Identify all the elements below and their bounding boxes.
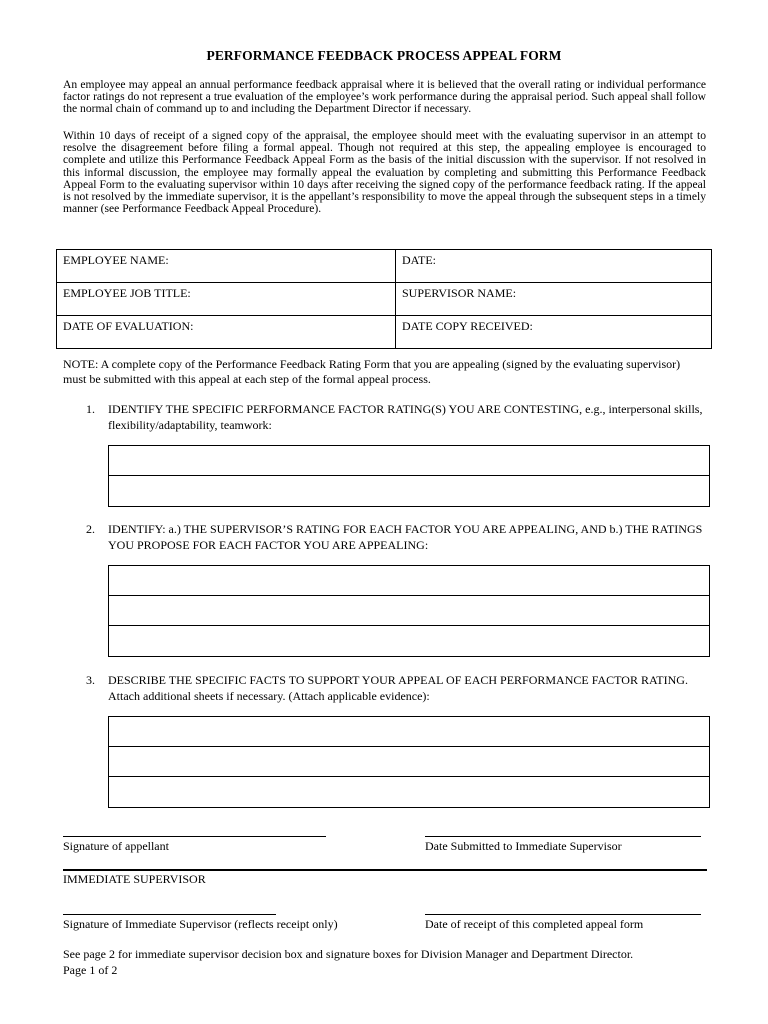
table-row xyxy=(57,316,712,349)
date-copy-received-field[interactable]: DATE COPY RECEIVED: xyxy=(396,316,712,349)
answer-box-3 xyxy=(108,716,710,808)
answer-box-1 xyxy=(108,445,710,507)
answer-box-2 xyxy=(108,565,710,657)
answer-line[interactable] xyxy=(109,777,709,807)
answer-line[interactable] xyxy=(109,446,709,476)
immediate-supervisor-heading: IMMEDIATE SUPERVISOR xyxy=(63,872,206,886)
answer-line[interactable] xyxy=(109,626,709,656)
answer-line[interactable] xyxy=(109,476,709,506)
submission-note: NOTE: A complete copy of the Performance Feedback Rating Form that you are appealing (signed by the evaluating supervisor) must be submitted with this appeal at each step of the formal appeal process. xyxy=(63,357,681,386)
answer-line[interactable] xyxy=(109,717,709,747)
date-of-receipt-line[interactable] xyxy=(425,914,701,915)
answer-line[interactable] xyxy=(109,566,709,596)
section-divider xyxy=(63,869,707,871)
supervisor-signature-line[interactable] xyxy=(63,914,276,915)
employee-job-title-field[interactable]: EMPLOYEE JOB TITLE: xyxy=(57,283,396,316)
table-row xyxy=(57,283,712,316)
form-title: PERFORMANCE FEEDBACK PROCESS APPEAL FORM xyxy=(206,48,562,63)
question-number: 2. xyxy=(86,522,95,536)
employee-info-table xyxy=(56,249,712,349)
procedure-paragraph: Within 10 days of receipt of a signed copy of the appraisal, the employee should meet with the evaluating supervisor in an attempt to resolve the disagreement before filing a formal appeal. Though not required at this step, the appealing employee is encouraged to complete and utilize this Performance Feedback Appeal Form as the basis of the initial discussion with the supervisor. If not resolved in this informal discussion, the employee may formally appeal the evaluation by completing and submitting this Performance Feedback Appeal Form to the evaluating supervisor within 10 days after receiving the signed copy of the performance feedback rating. If the appeal is not resolved by the immediate supervisor, it is the appellant’s responsibility to move the appeal through the subsequent steps in a timely manner (see Performance Feedback Appeal Procedure). xyxy=(63,129,706,216)
date-submitted-label: Date Submitted to Immediate Supervisor xyxy=(425,839,622,853)
question-text: DESCRIBE THE SPECIFIC FACTS TO SUPPORT YOUR APPEAL OF EACH PERFORMANCE FACTOR RATING. Attach additional sheets if necessary. (Attach applicable evidence): xyxy=(108,673,688,703)
supervisor-name-field[interactable]: SUPERVISOR NAME: xyxy=(396,283,712,316)
page-number: Page 1 of 2 xyxy=(63,963,118,977)
date-field[interactable]: DATE: xyxy=(396,250,712,283)
intro-paragraph: An employee may appeal an annual performance feedback appraisal where it is believed that the overall rating or individual performance factor ratings do not represent a true evaluation of the employee’s work performance during the appraisal period. Such appeal shall follow the normal chain of command up to and including the Department Director if necessary. xyxy=(63,78,706,116)
appellant-signature-label: Signature of appellant xyxy=(63,839,169,853)
date-of-evaluation-field[interactable]: DATE OF EVALUATION: xyxy=(57,316,396,349)
question-text: IDENTIFY THE SPECIFIC PERFORMANCE FACTOR RATING(S) YOU ARE CONTESTING, e.g., interpersonal skills, flexibility/adaptability, teamwork: xyxy=(108,402,703,432)
page-2-footnote: See page 2 for immediate supervisor decision box and signature boxes for Division Manager and Department Director. xyxy=(63,947,634,961)
question-number: 1. xyxy=(86,402,95,416)
supervisor-signature-label: Signature of Immediate Supervisor (reflects receipt only) xyxy=(63,917,338,931)
employee-name-field[interactable]: EMPLOYEE NAME: xyxy=(57,250,396,283)
date-submitted-line[interactable] xyxy=(425,836,701,837)
date-of-receipt-label: Date of receipt of this completed appeal form xyxy=(425,917,644,931)
answer-line[interactable] xyxy=(109,596,709,626)
table-row xyxy=(57,250,712,283)
appellant-signature-line[interactable] xyxy=(63,836,326,837)
question-text: IDENTIFY: a.) THE SUPERVISOR’S RATING FOR EACH FACTOR YOU ARE APPEALING, AND b.) THE RATINGS YOU PROPOSE FOR EACH FACTOR YOU ARE APPEALING: xyxy=(108,522,703,552)
answer-line[interactable] xyxy=(109,747,709,777)
question-number: 3. xyxy=(86,673,95,687)
